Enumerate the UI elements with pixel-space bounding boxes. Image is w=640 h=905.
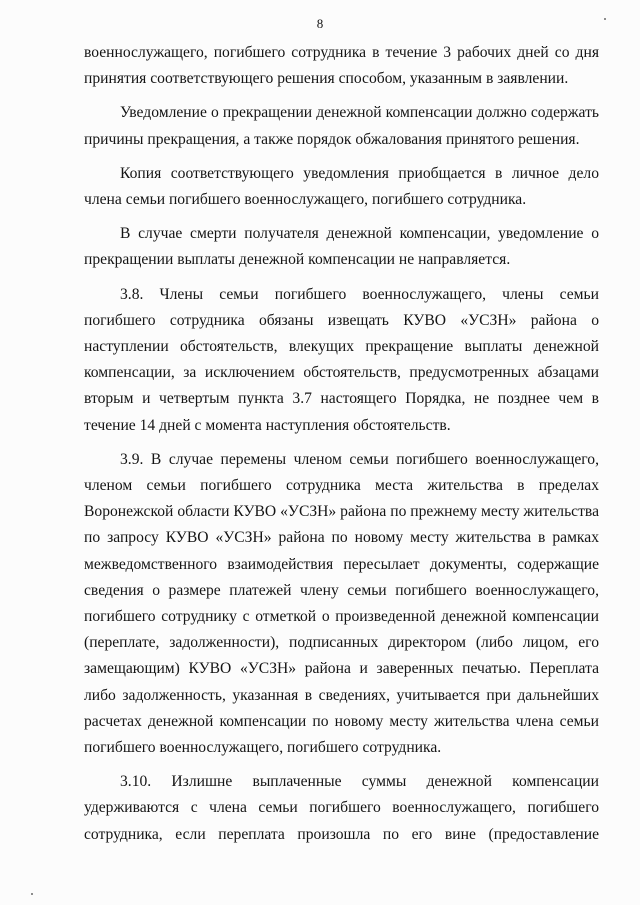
paragraph-clause-3-9: 3.9. В случае перемены членом семьи погибшего военнослужащего, членом семьи погибшего сотрудника места жительства в пределах Воронежской области КУВО «УСЗН» района по прежнему месту жительства по запросу КУВО «УСЗН» района по новому месту жительства в рамках межведомственного взаимодействия пересылает документы, содержащие сведения о размере платежей члену семьи погибшего военнослужащего, погибшего сотруднику с отметкой о произведенной денежной компенсации (переплате, задолженности), подписанных директором (либо лицом, его замещающим) КУВО «УСЗН» района и заверенных печатью. Переплата либо задолженность, указанная в сведениях, учитывается при дальнейших расчетах денежной компенсации по новому месту жительства члена семьи погибшего военнослужащего, погибшего сотрудника. [84, 450, 599, 757]
paragraph-continuation: военнослужащего, погибшего сотрудника в течение 3 рабочих дней со дня принятия соответствующего решения способом, указанным в заявлении. [84, 44, 599, 88]
paragraph-recipient-death: В случае смерти получателя денежной компенсации, уведомление о прекращении выплаты денежной компенсации не направляется. [84, 225, 599, 269]
paragraph-clause-3-10: 3.10. Излишне выплаченные суммы денежной компенсации удерживаются с члена семьи погибшего военнослужащего, погибшего сотрудника, если переплата произошла по его вине (предоставление [84, 773, 599, 843]
page-number: 8 [316, 16, 324, 31]
paragraph-notice-content: Уведомление о прекращении денежной компенсации должно содержать причины прекращения, а также порядок обжалования принятого решения. [84, 104, 599, 148]
paragraph-notice-copy: Копия соответствующего уведомления приобщается в личное дело члена семьи погибшего военнослужащего, погибшего сотрудника. [84, 164, 599, 209]
scan-speck [31, 893, 33, 895]
document-body [84, 40, 599, 848]
paragraph-clause-3-8: 3.8. Члены семьи погибшего военнослужащего, члены семьи погибшего сотрудника обязаны извещать КУВО «УСЗН» района о наступлении обстоятельств, влекущих прекращение выплаты денежной компенсации, за исключением обстоятельств, предусмотренных абзацами вторым и четвертым пункта 3.7 настоящего Порядка, не позднее чем в течение 14 дней с момента наступления обстоятельств. [84, 285, 599, 434]
scan-speck [604, 18, 606, 20]
